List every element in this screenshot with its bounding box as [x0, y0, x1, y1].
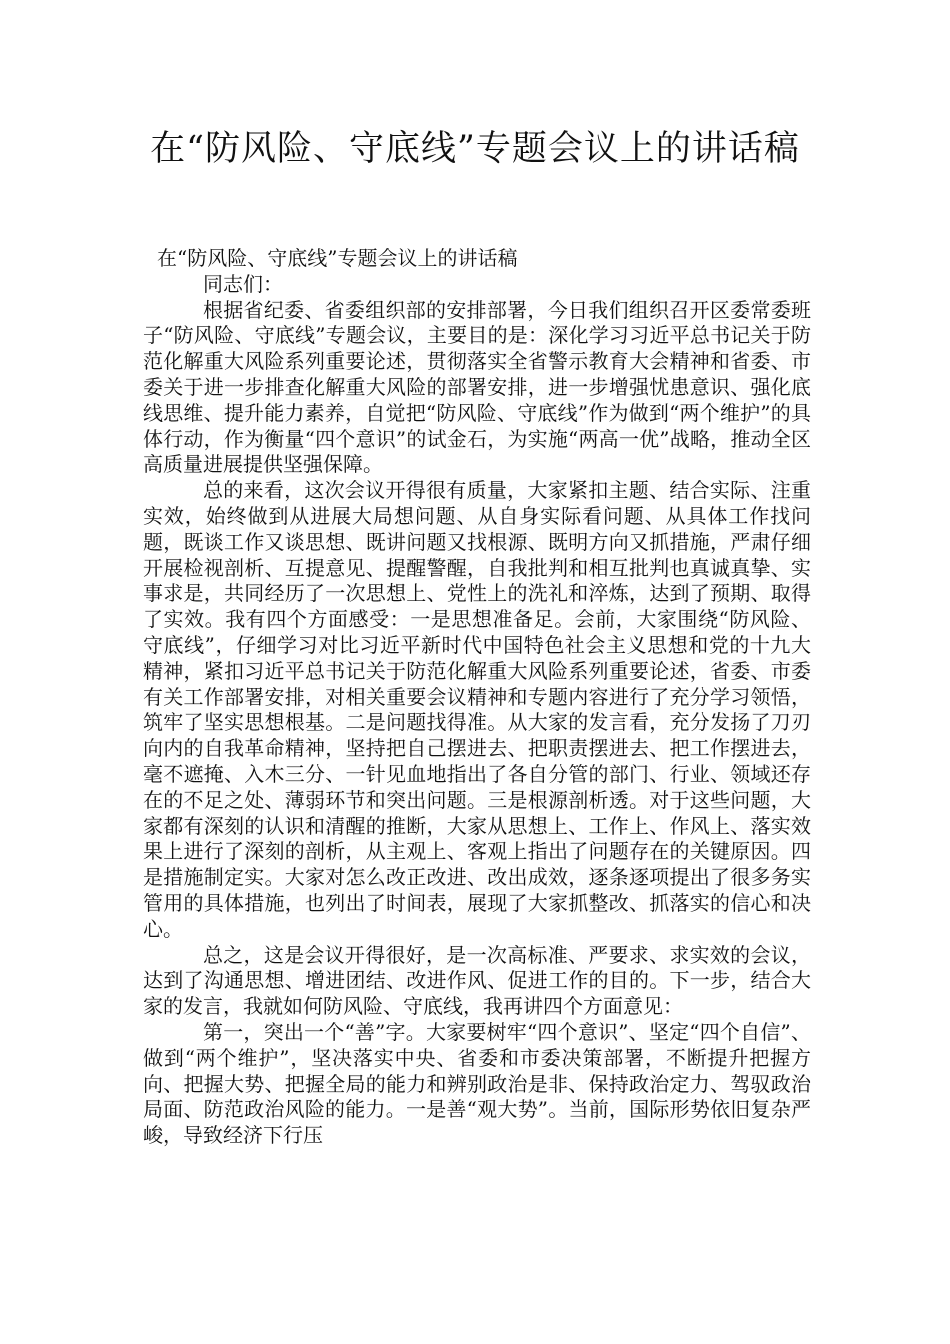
document-body — [143, 246, 811, 1149]
greeting: 同志们： — [203, 271, 283, 296]
paragraph-first-point: 第一，突出一个“善”字。大家要树牢“四个意识”、坚定“四个自信”、做到“两个维护”，坚决落实中央、省委和市委决策部署，不断提升把握方向、把握大势、把握全局的能力和辨别政治是非、保持政治定力、驾驭政治局面、防范政治风险的能力。一是善“观大势”。当前，国际形势依旧复杂严峻，导致经济下行压 — [143, 1019, 811, 1148]
paragraph-conclusion: 总之，这是会议开得很好，是一次高标准、严要求、求实效的会议，达到了沟通思想、增进团结、改进作风、促进工作的目的。下一步，结合大家的发言，我就如何防风险、守底线，我再讲四个方面意见： — [143, 942, 811, 1019]
document-subtitle: 在“防风险、守底线”专题会议上的讲话稿 — [157, 246, 518, 270]
document-title: 在“防风险、守底线”专题会议上的讲话稿 — [150, 129, 800, 169]
paragraph-opening: 根据省纪委、省委组织部的安排部署，今日我们组织召开区委常委班子“防风险、守底线”专题会议，主要目的是：深化学习习近平总书记关于防范化解重大风险系列重要论述，贯彻落实全省警示教育大会精神和省委、市委关于进一步排查化解重大风险的部署安排，进一步增强忧患意识、强化底线思维、提升能力素养，自觉把“防风险、守底线”作为做到“两个维护”的具体行动，作为衡量“四个意识”的试金石，为实施“两高一优”战略，推动全区高质量进展提供坚强保障。 — [143, 297, 811, 477]
paragraph-summary: 总的来看，这次会议开得很有质量，大家紧扣主题、结合实际、注重实效，始终做到从进展大局想问题、从自身实际看问题、从具体工作找问题，既谈工作又谈思想、既讲问题又找根源、既明方向又抓措施，严肃仔细开展检视剖析、互提意见、提醒警醒，自我批判和相互批判也真诚真挚、实事求是，共同经历了一次思想上、党性上的洗礼和淬炼，达到了预期、取得了实效。我有四个方面感受：一是思想准备足。会前，大家围绕“防风险、守底线”，仔细学习对比习近平新时代中国特色社会主义思想和党的十九大精神，紧扣习近平总书记关于防范化解重大风险系列重要论述，省委、市委有关工作部署安排，对相关重要会议精神和专题内容进行了充分学习领悟，筑牢了坚实思想根基。二是问题找得准。从大家的发言看，充分发扬了刀刃向内的自我革命精神，坚持把自己摆进去、把职责摆进去、把工作摆进去，毫不遮掩、入木三分、一针见血地指出了各自分管的部门、行业、领域还存在的不足之处、薄弱环节和突出问题。三是根源剖析透。对于这些问题，大家都有深刻的认识和清醒的推断，大家从思想上、工作上、作风上、落实效果上进行了深刻的剖析，从主观上、客观上指出了问题存在的关键原因。四是措施制定实。大家对怎么改正改进、改出成效，逐条逐项提出了很多务实管用的具体措施，也列出了时间表，展现了大家抓整改、抓落实的信心和决心。 — [143, 478, 811, 941]
